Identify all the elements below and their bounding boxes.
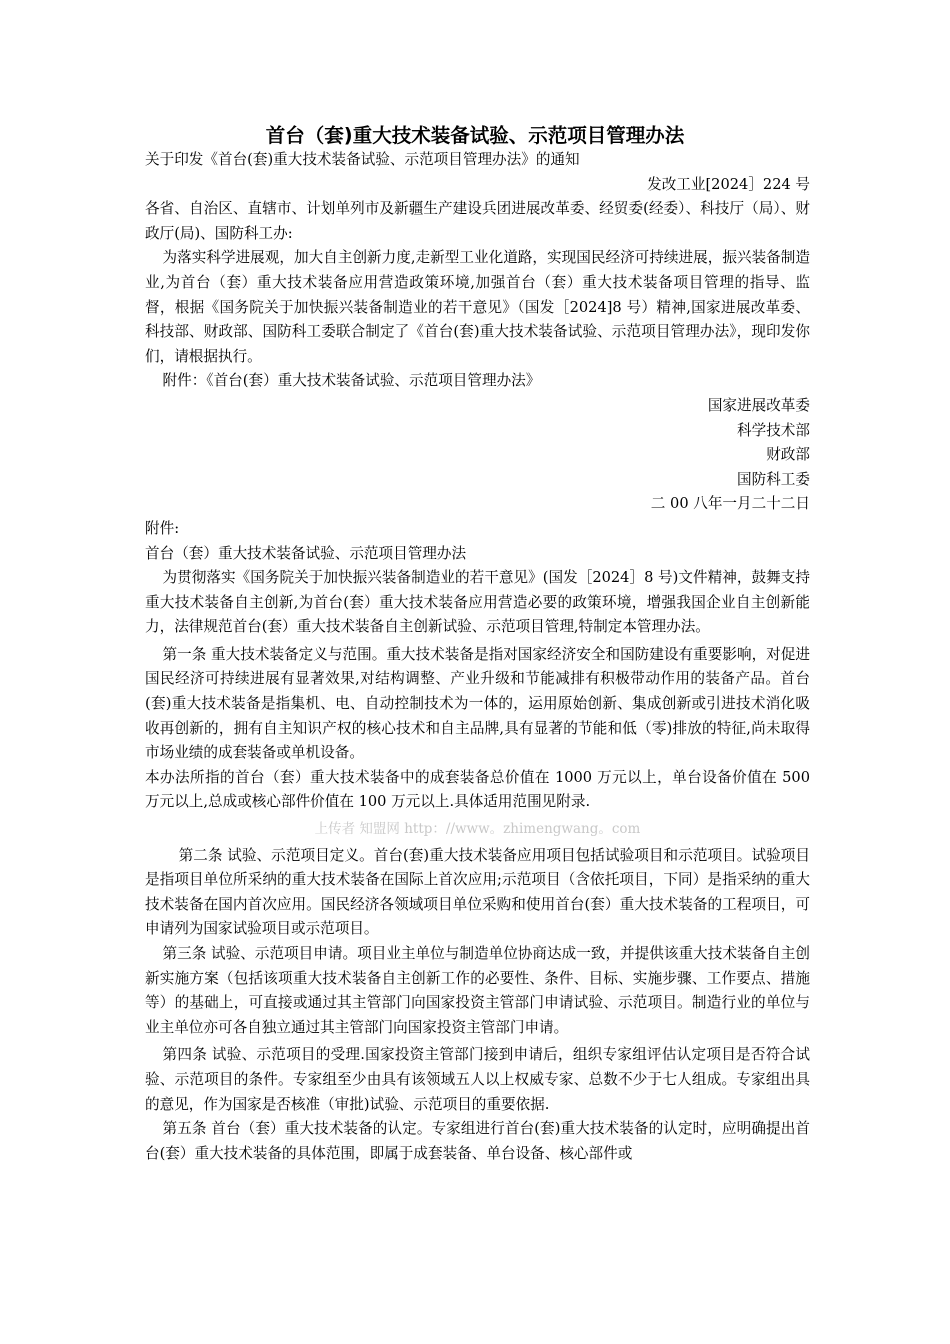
watermark-text: 上传者 知盟网 http：//www。zhimengwang。com — [314, 821, 641, 838]
document-body — [145, 148, 810, 1166]
article-4: 第四条 试验、示范项目的受理.国家投资主管部门接到申请后，组织专家组评估认定项目是否符合试验、示范项目的条件。专家组至少由具有该领域五人以上权威专家、总数不少于七人组成。专家组出具的意见，作为国家是否核准（审批)试验、示范项目的重要依据. — [145, 1046, 810, 1113]
attachment-label: 附件: — [145, 519, 180, 537]
article-1: 第一条 重大技术装备定义与范围。重大技术装备是指对国家经济安全和国防建设有重要影响，对促进国民经济可持续进展有显著效果,对结构调整、产业升级和节能减排有积极带动作用的装备产品。首台(套)重大技术装备是指集机、电、自动控制技术为一体的，运用原始创新、集成创新或引进技术消化吸收再创新的，拥有自主知识产权的核心技术和自主品牌,具有显著的节能和低（零)排放的特征,尚未取得市场业绩的成套装备或单机设备。 — [145, 645, 810, 762]
attachment-line: 附件：《首台(套）重大技术装备试验、示范项目管理办法》 — [162, 372, 541, 390]
signature-mof: 财政部 — [766, 446, 810, 464]
notice-heading: 关于印发《首台(套)重大技术装备试验、示范项目管理办法》的通知 — [145, 151, 580, 168]
document-title: 首台（套)重大技术装备试验、示范项目管理办法 — [265, 124, 685, 147]
signature-date: 二 00 八年一月二十二日 — [650, 495, 810, 513]
recipients: 各省、自治区、直辖市、计划单列市及新疆生产建设兵团进展改革委、经贸委(经委）、科技厅（局）、财政厅(局)、国防科工办: — [145, 200, 810, 242]
article-5: 第五条 首台（套）重大技术装备的认定。专家组进行首台(套)重大技术装备的认定时，应明确提出首台(套）重大技术装备的具体范围，即属于成套装备、单台设备、核心部件或 — [145, 1120, 810, 1162]
notice-body: 为落实科学进展观，加大自主创新力度,走新型工业化道路，实现国民经济可持续进展，振兴装备制造业,为首台（套）重大技术装备应用营造政策环境,加强首台（套）重大技术装备项目管理的指导、监督，根据《国务院关于加快振兴装备制造业的若干意见》（国发［2024]8 号）精神,国家进展改革委、科技部、财政部、国防科工委联合制定了《首台(套)重大技术装备试验、示范项目管理办法》，现印发你们，请根据执行。 — [145, 249, 810, 365]
article-3: 第三条 试验、示范项目申请。项目业主单位与制造单位协商达成一致，并提供该重大技术装备自主创新实施方案（包括该项重大技术装备自主创新工作的必要性、条件、目标、实施步骤、工作要点、措施等）的基础上，可直接或通过其主管部门向国家投资主管部门申请试验、示范项目。制造行业的单位与业主单位亦可各自独立通过其主管部门向国家投资主管部门申请。 — [145, 945, 810, 1036]
preamble: 为贯彻落实《国务院关于加快振兴装备制造业的若干意见》(国发［2024］8 号)文件精神，鼓舞支持重大技术装备自主创新,为首台(套）重大技术装备应用营造必要的政策环境，增强我国企业自主创新能力，法律规范首台(套）重大技术装备自主创新试验、示范项目管理,特制定本管理办法。 — [145, 569, 810, 636]
article-1-scope: 本办法所指的首台（套）重大技术装备中的成套装备总价值在 1000 万元以上，单台设备价值在 500 万元以上,总成或核心部件价值在 100 万元以上.具体适用范围见附录. — [145, 768, 810, 811]
measure-title: 首台（套）重大技术装备试验、示范项目管理办法 — [145, 544, 467, 562]
signature-costind: 国防科工委 — [737, 470, 810, 488]
article-2: 第二条 试验、示范项目定义。首台(套)重大技术装备应用项目包括试验项目和示范项目。试验项目是指项目单位所采纳的重大技术装备在国际上首次应用;示范项目（含依托项目，下同）是指采纳的重大技术装备在国内首次应用。国民经济各领域项目单位采购和使用首台(套）重大技术装备的工程项目，可申请列为国家试验项目或示范项目。 — [145, 846, 810, 938]
signature-ndrc: 国家进展改革委 — [707, 396, 810, 414]
signature-most: 科学技术部 — [737, 421, 810, 439]
doc-number: 发改工业[2024］224 号 — [647, 175, 810, 193]
